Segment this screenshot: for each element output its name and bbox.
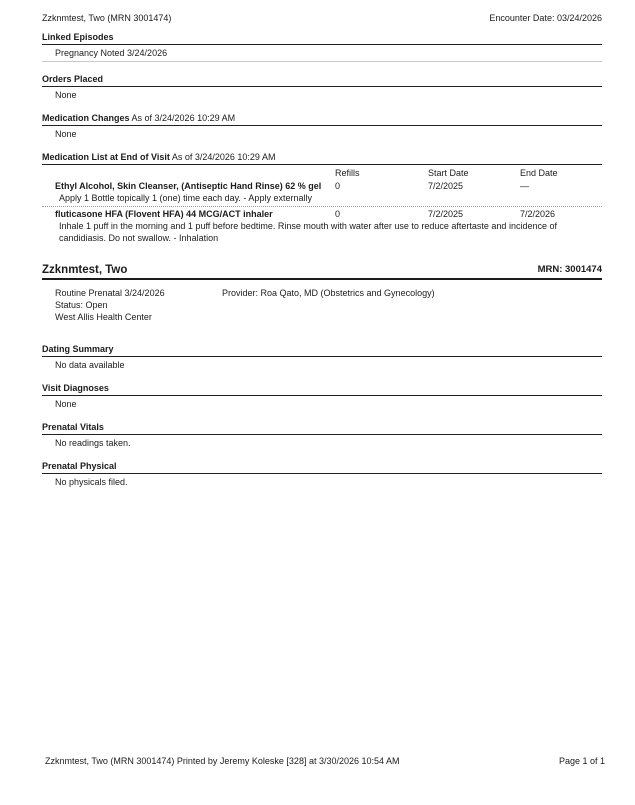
visit-location: West Allis Health Center <box>55 312 152 322</box>
visit-type: Routine Prenatal 3/24/2026 <box>55 288 165 298</box>
patient-id-header: Zzknmtest, Two (MRN 3001474) <box>42 13 172 23</box>
document-header <box>42 12 602 24</box>
linked-episode-item: Pregnancy Noted 3/24/2026 <box>42 45 602 62</box>
section-title-text: Medication List at End of Visit <box>42 152 170 162</box>
encounter-date: Encounter Date: 03/24/2026 <box>489 13 602 23</box>
medication-refills: 0 <box>335 181 341 191</box>
section-dating-summary <box>42 343 602 371</box>
medication-sig: Inhale 1 puff in the morning and 1 puff before bedtime. Rinse mouth with water after use to reduce aftertaste and incidence of candidiasis. Do not swallow. - Inhalation <box>59 221 557 243</box>
section-title: Prenatal Vitals <box>42 421 602 435</box>
visit-status: Status: Open <box>55 300 108 310</box>
col-end-date: End Date <box>520 168 558 178</box>
as-of-timestamp: As of 3/24/2026 10:29 AM <box>129 113 236 123</box>
col-start-date: Start Date <box>428 168 469 178</box>
prenatal-vitals-value: No readings taken. <box>55 438 131 448</box>
medication-end-date: — <box>520 181 529 191</box>
section-title: Orders Placed <box>42 73 602 87</box>
section-linked-episodes <box>42 31 602 62</box>
medication-row-main <box>42 180 602 192</box>
encounter-info-left <box>42 287 222 323</box>
section-medication-list <box>42 151 602 246</box>
visit-provider: Provider: Roa Qato, MD (Obstetrics and Gynecology) <box>222 288 435 298</box>
section-prenatal-physical <box>42 460 602 488</box>
patient-name: Zzknmtest, Two <box>42 264 128 276</box>
document-footer <box>45 755 605 767</box>
medication-sig: Apply 1 Bottle topically 1 (one) time each day. - Apply externally <box>59 193 312 203</box>
orders-placed-value: None <box>55 90 77 100</box>
section-title-text: Medication Changes <box>42 113 130 123</box>
section-title: Visit Diagnoses <box>42 382 602 396</box>
section-title <box>42 151 602 165</box>
footer-print-info: Zzknmtest, Two (MRN 3001474) Printed by Jeremy Koleske [328] at 3/30/2026 10:54 AM <box>45 756 400 766</box>
section-visit-diagnoses <box>42 382 602 410</box>
section-title: Linked Episodes <box>42 31 602 45</box>
section-title: Dating Summary <box>42 343 602 357</box>
col-medication <box>42 167 335 179</box>
medication-end-date: 7/2/2026 <box>520 209 556 219</box>
visit-diagnoses-value: None <box>55 399 77 409</box>
medication-table-header <box>42 165 602 180</box>
medication-start-date: 7/2/2025 <box>428 209 464 219</box>
medication-table <box>42 165 602 246</box>
section-medication-changes <box>42 112 602 140</box>
section-title: Prenatal Physical <box>42 460 602 474</box>
col-refills: Refills <box>335 168 360 178</box>
section-prenatal-vitals <box>42 421 602 449</box>
section-orders-placed <box>42 73 602 101</box>
encounter-info <box>42 287 602 323</box>
medication-name: fluticasone HFA (Flovent HFA) 44 MCG/ACT inhaler <box>55 209 273 219</box>
prenatal-physical-value: No physicals filed. <box>55 477 128 487</box>
medication-start-date: 7/2/2025 <box>428 181 464 191</box>
medication-refills: 0 <box>335 209 341 219</box>
report-content <box>42 12 602 499</box>
as-of-timestamp: As of 3/24/2026 10:29 AM <box>169 152 276 162</box>
footer-page-number: Page 1 of 1 <box>558 756 605 766</box>
patient-mrn: MRN: 3001474 <box>537 264 602 275</box>
medication-row-main <box>42 208 602 220</box>
medication-row <box>42 206 602 246</box>
patient-section-header <box>42 264 602 280</box>
section-title <box>42 112 602 126</box>
medication-row <box>42 180 602 206</box>
medication-changes-value: None <box>55 129 77 139</box>
dating-summary-value: No data available <box>55 360 125 370</box>
medication-name: Ethyl Alcohol, Skin Cleanser, (Antiseptic Hand Rinse) 62 % gel <box>55 181 322 191</box>
